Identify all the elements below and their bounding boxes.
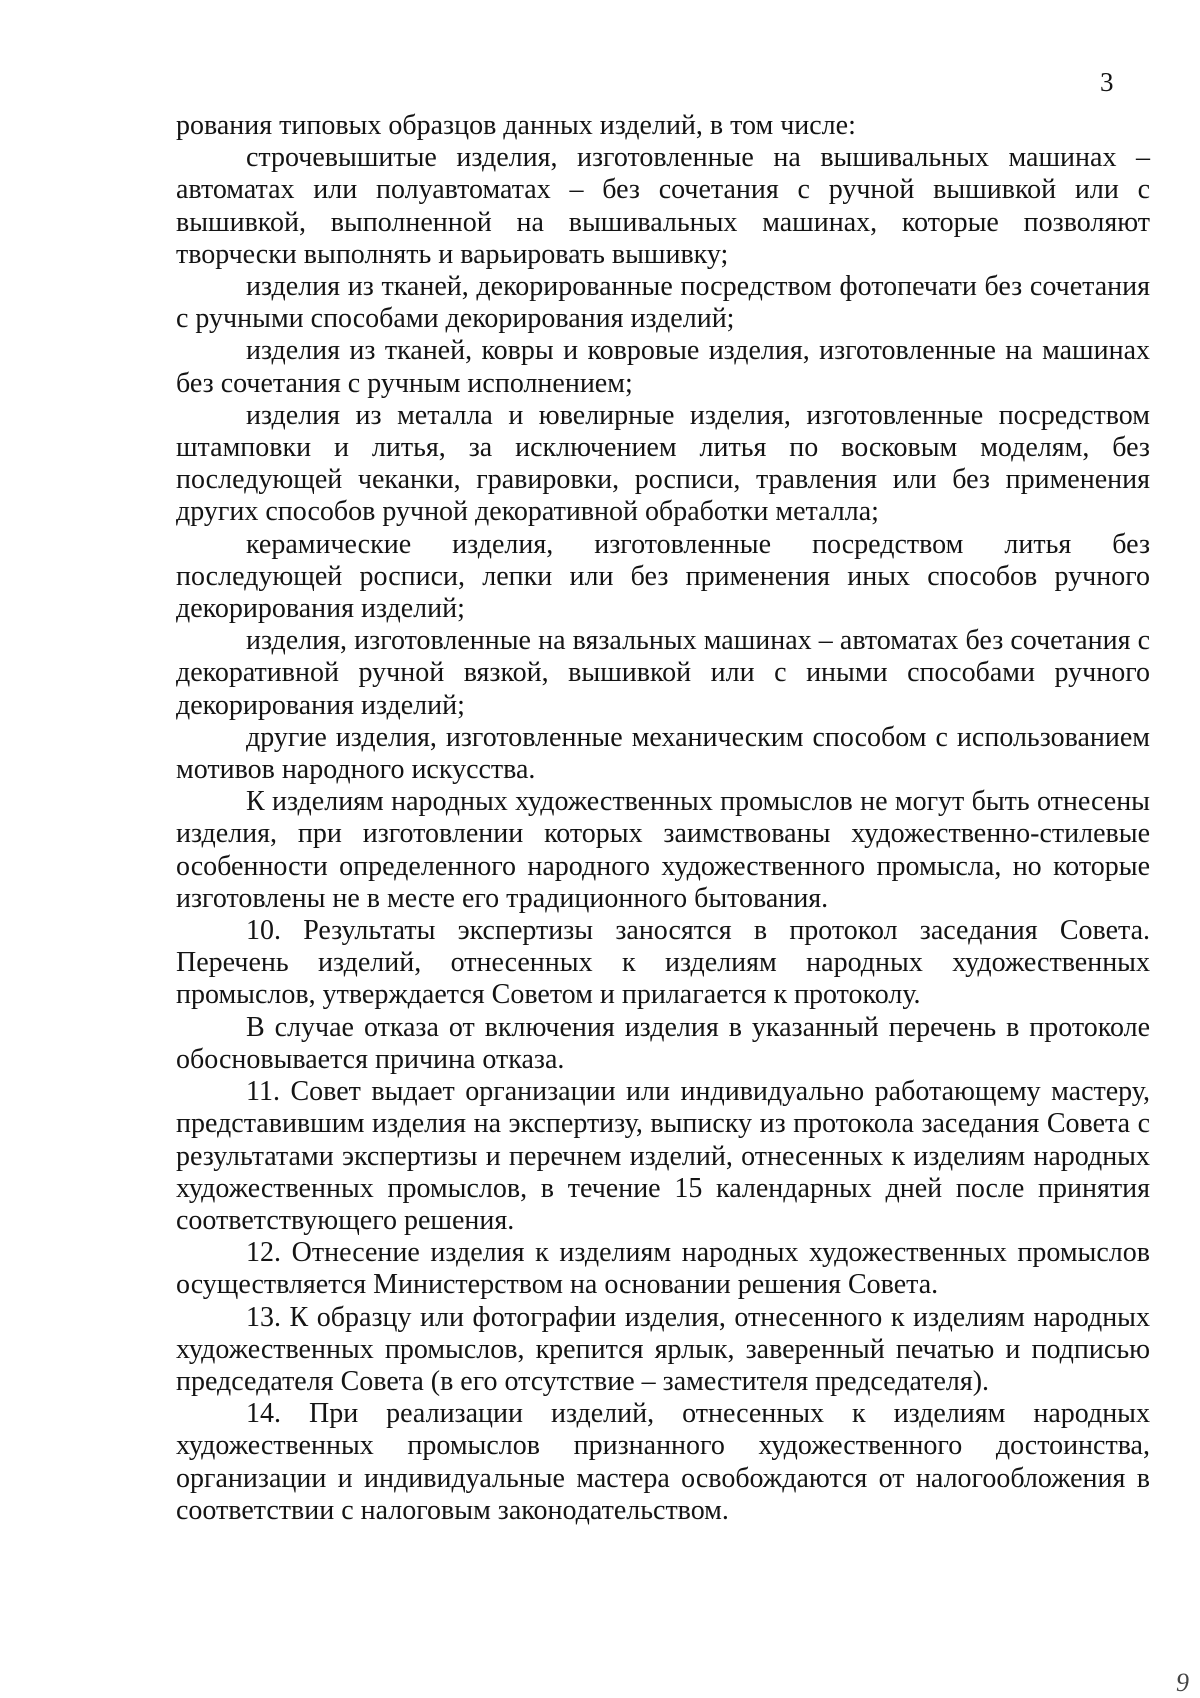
paragraph: 11. Совет выдает организации или индивидуально работающему мастеру, представившим изделия на экспертизу, выписку из протокола заседания Совета с результатами экспертизы и перечнем изделий, отнесенных к изделиям народных художественных промыслов, в течение 15 календарных дней после принятия соответствующего решения.	[176, 1076, 1150, 1236]
paragraph: 14. При реализации изделий, отнесенных к изделиям народных художественных промыслов признанного художественного достоинства, организации и индивидуальные мастера освобождаются от налогообложения в соответствии с налоговым законодательством.	[176, 1398, 1150, 1526]
paragraph: изделия из тканей, декорированные посредством фотопечати без сочетания с ручными способами декорирования изделий;	[176, 271, 1150, 335]
document-body	[176, 110, 1150, 1527]
paragraph: керамические изделия, изготовленные посредством литья без последующей росписи, лепки или без применения иных способов ручного декорирования изделий;	[176, 528, 1150, 625]
paragraph: изделия из металла и ювелирные изделия, изготовленные посредством штамповки и литья, за исключением литья по восковым моделям, без последующей чеканки, гравировки, росписи, травления или без применения других способов ручной декоративной обработки металла;	[176, 399, 1150, 528]
margin-handwritten-mark: 9	[1176, 1668, 1189, 1697]
paragraph: рования типовых образцов данных изделий, в том числе:	[176, 110, 856, 141]
paragraph: другие изделия, изготовленные механическим способом с использованием мотивов народного искусства.	[176, 721, 1150, 786]
paragraph: 12. Отнесение изделия к изделиям народных художественных промыслов осуществляется Министерством на основании решения Совета.	[176, 1237, 1150, 1301]
paragraph: изделия, изготовленные на вязальных машинах – автоматах без сочетания с декоративной ручной вязкой, вышивкой или с иными способами ручного декорирования изделий;	[176, 625, 1150, 721]
paragraph: строчевышитые изделия, изготовленные на вышивальных машинах – автоматах или полуавтоматах – без сочетания с ручной вышивкой или с вышивкой, выполненной на вышивальных машинах, которые позволяют творчески выполнять и варьировать вышивку;	[176, 142, 1150, 270]
page-number: 3	[1100, 67, 1114, 97]
paragraph: В случае отказа от включения изделия в указанный перечень в протоколе обосновывается причина отказа.	[176, 1011, 1150, 1075]
paragraph: 10. Результаты экспертизы заносятся в протокол заседания Совета. Перечень изделий, отнесенных к изделиям народных художественных промыслов, утверждается Советом и прилагается к протоколу.	[176, 915, 1150, 1011]
paragraph: 13. К образцу или фотографии изделия, отнесенного к изделиям народных художественных промыслов, крепится ярлык, заверенный печатью и подписью председателя Совета (в его отсутствие – заместителя председателя).	[176, 1301, 1150, 1397]
paragraph: изделия из тканей, ковры и ковровые изделия, изготовленные на машинах без сочетания с ручным исполнением;	[176, 335, 1150, 399]
paragraph: К изделиям народных художественных промыслов не могут быть отнесены изделия, при изготовлении которых заимствованы художественно-стилевые особенности определенного народного художественного промысла, но которые изготовлены не в месте его традиционного бытования.	[176, 786, 1150, 914]
